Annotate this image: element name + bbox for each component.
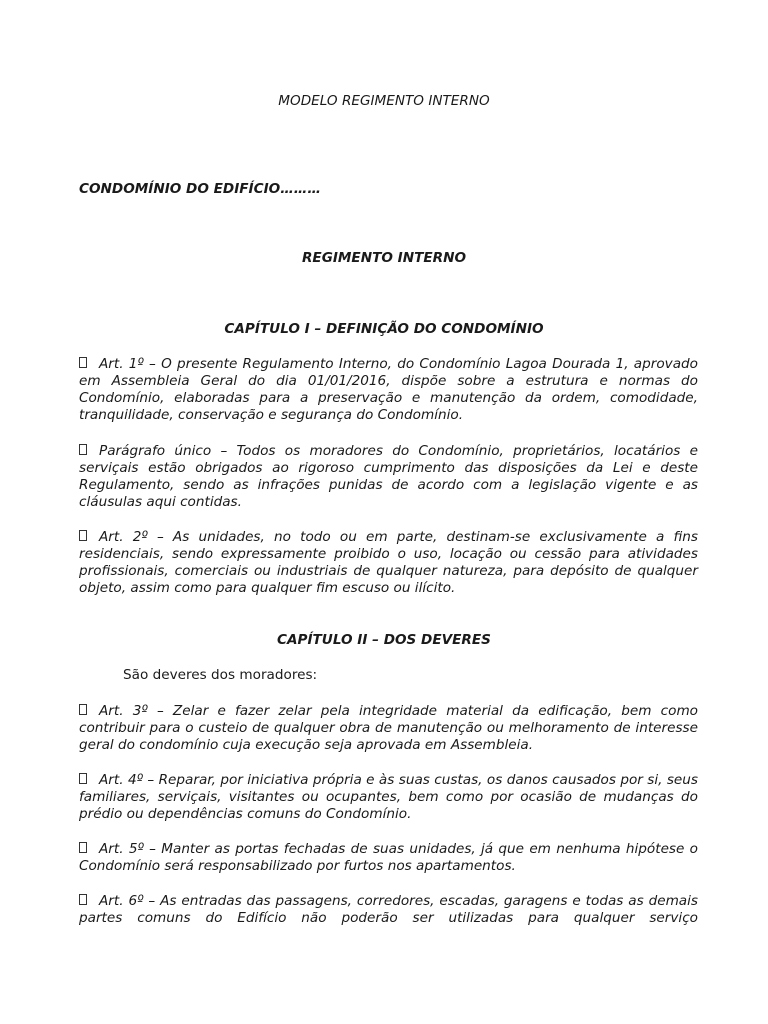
bullet-box-icon (79, 773, 87, 784)
bullet-box-icon (79, 357, 87, 368)
bullet-box-icon (79, 530, 87, 541)
bullet-box-icon (79, 894, 87, 905)
article-5-text: Art. 5º – Manter as portas fechadas de suas unidades, já que em nenhuma hipótese o Condomínio será responsabilizado por furtos nos apartamentos. (79, 841, 698, 874)
article-3-text: Art. 3º – Zelar e fazer zelar pela integridade material da edificação, bem como contribuir para o custeio de qualquer obra de manutenção ou melhoramento de interesse geral do condomínio cuja execução seja aprovada em Assembleia. (79, 703, 698, 753)
duties-intro: São deveres dos moradores: (123, 667, 318, 683)
article-2 (79, 529, 698, 597)
article-1 (79, 356, 698, 424)
article-6 (79, 893, 698, 927)
document-title: REGIMENTO INTERNO (301, 250, 467, 266)
document-heading: MODELO REGIMENTO INTERNO (278, 93, 490, 109)
article-4-text: Art. 4º – Reparar, por iniciativa própria e às suas custas, os danos causados por si, seus familiares, serviçais, visitantes ou ocupantes, bem como por ocasião de mudanças do prédio ou dependências comuns do Condomínio. (79, 772, 698, 822)
paragraph-unico (79, 443, 698, 511)
article-4 (79, 772, 698, 823)
bullet-box-icon (79, 444, 87, 455)
chapter-1-heading: CAPÍTULO I – DEFINIÇÃO DO CONDOMÍNIO (224, 321, 544, 337)
article-6-text: Art. 6º – As entradas das passagens, corredores, escadas, garagens e todas as demais partes comuns do Edifício não poderão ser utilizadas para qualquer serviço (79, 893, 698, 926)
article-1-text: Art. 1º – O presente Regulamento Interno, do Condomínio Lagoa Dourada 1, aprovado em Assembleia Geral do dia 01/01/2016, dispõe sobre a estrutura e normas do Condomínio, elaboradas para a preservação e manutenção da ordem, comodidade, tranquilidade, conservação e segurança do Condomínio. (79, 356, 698, 423)
article-2-text: Art. 2º – As unidades, no todo ou em parte, destinam-se exclusivamente a fins residenciais, sendo expressamente proibido o uso, locação ou cessão para atividades profissionais, comerciais ou industriais de qualquer natureza, para depósito de qualquer objeto, assim como para qualquer fim escuso ou ilícito. (79, 529, 698, 596)
building-name: CONDOMÍNIO DO EDIFÍCIO……… (79, 181, 321, 197)
chapter-2-heading: CAPÍTULO II – DOS DEVERES (277, 632, 491, 648)
paragraph-unico-text: Parágrafo único – Todos os moradores do Condomínio, proprietários, locatários e serviçais estão obrigados ao rigoroso cumprimento das disposições da Lei e deste Regulamento, sendo as infrações punidas de acordo com a legislação vigente e as cláusulas aqui contidas. (79, 443, 698, 510)
article-3 (79, 703, 698, 754)
bullet-box-icon (79, 842, 87, 853)
bullet-box-icon (79, 704, 87, 715)
article-5 (79, 841, 698, 875)
